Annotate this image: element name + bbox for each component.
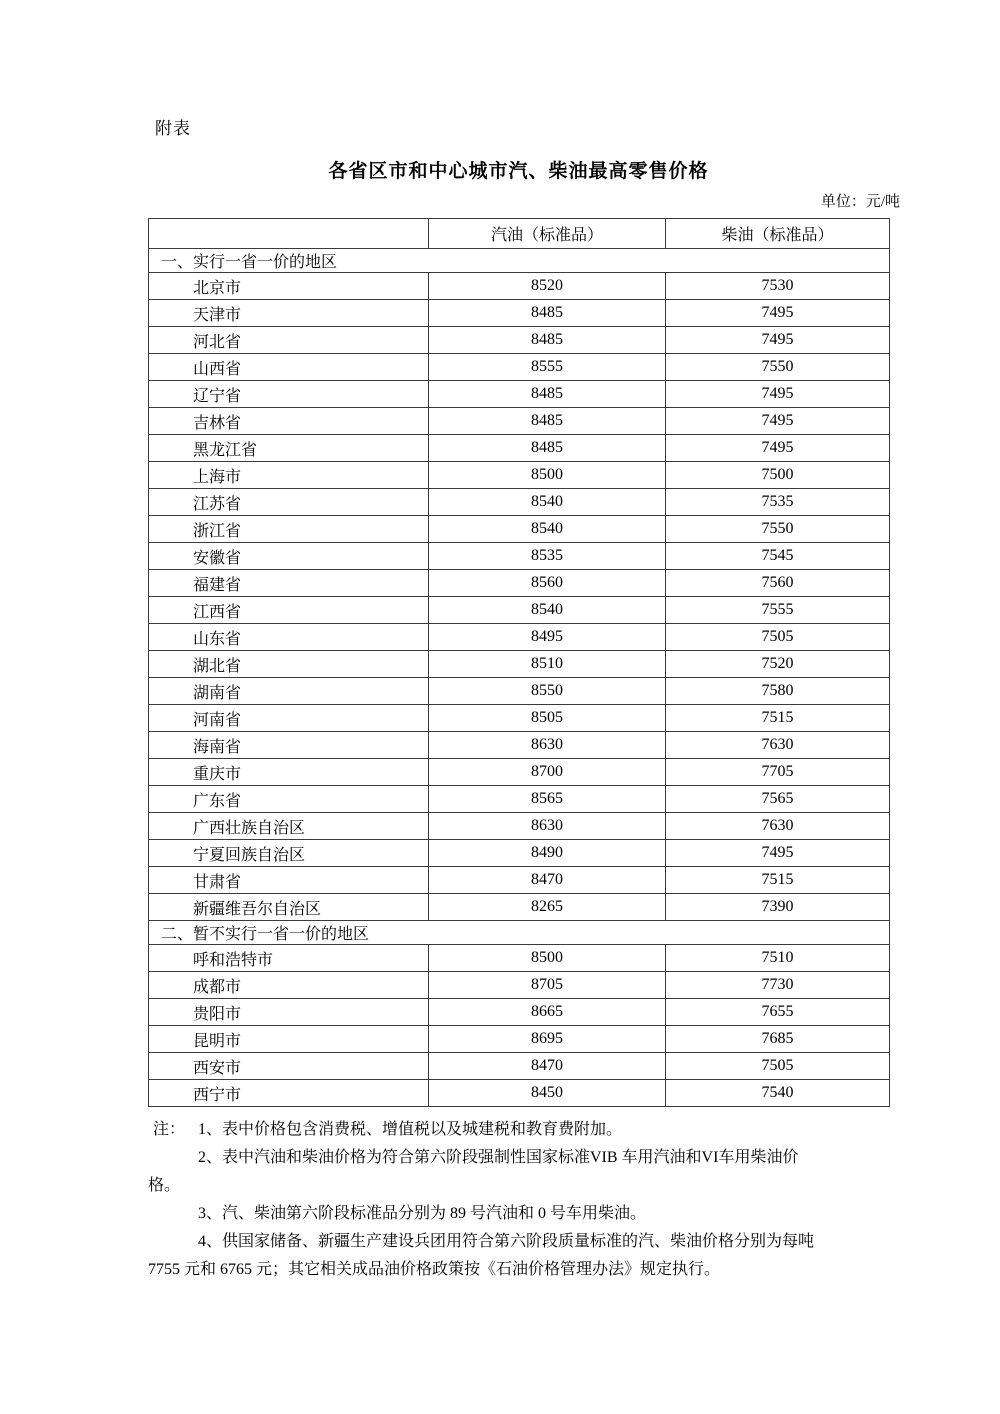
gasoline-price-cell: 8485 (429, 435, 666, 462)
region-cell: 贵阳市 (149, 999, 429, 1026)
table-row (149, 381, 890, 408)
region-cell: 河南省 (149, 705, 429, 732)
gasoline-price-cell: 8495 (429, 624, 666, 651)
table-row (149, 732, 890, 759)
diesel-price-cell: 7510 (666, 945, 890, 972)
region-cell: 福建省 (149, 570, 429, 597)
gasoline-price-cell: 8470 (429, 867, 666, 894)
table-row (149, 678, 890, 705)
section-header-row (149, 249, 890, 273)
region-cell: 上海市 (149, 462, 429, 489)
diesel-price-cell: 7545 (666, 543, 890, 570)
region-cell: 山西省 (149, 354, 429, 381)
diesel-price-cell: 7495 (666, 840, 890, 867)
region-cell: 呼和浩特市 (149, 945, 429, 972)
gasoline-price-cell: 8540 (429, 489, 666, 516)
diesel-price-cell: 7630 (666, 732, 890, 759)
region-cell: 重庆市 (149, 759, 429, 786)
note-line: 1、表中价格包含消费税、增值税以及城建税和教育费附加。 (198, 1121, 623, 1138)
diesel-price-cell: 7560 (666, 570, 890, 597)
diesel-column-header: 柴油（标准品） (666, 219, 890, 249)
diesel-price-cell: 7495 (666, 435, 890, 462)
table-row (149, 408, 890, 435)
note-line: 7755 元和 6765 元；其它相关成品油价格政策按《石油价格管理办法》规定执行。 (148, 1261, 721, 1278)
region-cell: 甘肃省 (149, 867, 429, 894)
table-row (149, 327, 890, 354)
gasoline-price-cell: 8490 (429, 840, 666, 867)
table-row (149, 462, 890, 489)
table-row (149, 786, 890, 813)
gasoline-price-cell: 8505 (429, 705, 666, 732)
gasoline-price-cell: 8450 (429, 1080, 666, 1107)
region-cell: 辽宁省 (149, 381, 429, 408)
notes-lines (148, 1116, 898, 1284)
gasoline-price-cell: 8485 (429, 300, 666, 327)
price-table-body (149, 249, 890, 1107)
table-row (149, 1026, 890, 1053)
region-column-header (149, 219, 429, 249)
notes-prefix-label: 注： (153, 1121, 186, 1138)
diesel-price-cell: 7515 (666, 705, 890, 732)
gasoline-price-cell: 8485 (429, 381, 666, 408)
region-cell: 湖北省 (149, 651, 429, 678)
gasoline-price-cell: 8700 (429, 759, 666, 786)
table-row (149, 624, 890, 651)
diesel-price-cell: 7550 (666, 516, 890, 543)
region-cell: 成都市 (149, 972, 429, 999)
gasoline-price-cell: 8535 (429, 543, 666, 570)
region-cell: 海南省 (149, 732, 429, 759)
note-line: 2、表中汽油和柴油价格为符合第六阶段强制性国家标准VIB 车用汽油和VI车用柴油价 (198, 1149, 799, 1166)
region-cell: 昆明市 (149, 1026, 429, 1053)
gasoline-price-cell: 8500 (429, 462, 666, 489)
table-row (149, 759, 890, 786)
diesel-price-cell: 7730 (666, 972, 890, 999)
gasoline-price-cell: 8520 (429, 273, 666, 300)
gasoline-price-cell: 8510 (429, 651, 666, 678)
table-row (149, 651, 890, 678)
table-row (149, 273, 890, 300)
note-line: 格。 (148, 1177, 181, 1194)
region-cell: 湖南省 (149, 678, 429, 705)
diesel-price-cell: 7495 (666, 408, 890, 435)
note-line: 4、供国家储备、新疆生产建设兵团用符合第六阶段质量标准的汽、柴油价格分别为每吨 (198, 1233, 815, 1250)
table-row (149, 705, 890, 732)
table-row (149, 516, 890, 543)
gasoline-price-cell: 8500 (429, 945, 666, 972)
table-row (149, 813, 890, 840)
diesel-price-cell: 7580 (666, 678, 890, 705)
region-cell: 浙江省 (149, 516, 429, 543)
diesel-price-cell: 7630 (666, 813, 890, 840)
region-cell: 天津市 (149, 300, 429, 327)
diesel-price-cell: 7685 (666, 1026, 890, 1053)
notes-section (148, 1116, 898, 1284)
region-cell: 广西壮族自治区 (149, 813, 429, 840)
table-row (149, 1080, 890, 1107)
region-cell: 广东省 (149, 786, 429, 813)
gasoline-price-cell: 8560 (429, 570, 666, 597)
table-row (149, 999, 890, 1026)
region-cell: 山东省 (149, 624, 429, 651)
table-row (149, 972, 890, 999)
region-cell: 新疆维吾尔自治区 (149, 894, 429, 921)
unit-label: 单位：元/吨 (820, 194, 900, 210)
table-header-row (149, 219, 890, 249)
diesel-price-cell: 7555 (666, 597, 890, 624)
diesel-price-cell: 7530 (666, 273, 890, 300)
region-cell: 河北省 (149, 327, 429, 354)
gasoline-price-cell: 8470 (429, 1053, 666, 1080)
region-cell: 西安市 (149, 1053, 429, 1080)
gasoline-price-cell: 8630 (429, 813, 666, 840)
diesel-price-cell: 7540 (666, 1080, 890, 1107)
region-cell: 安徽省 (149, 543, 429, 570)
gasoline-price-cell: 8485 (429, 327, 666, 354)
gasoline-price-cell: 8565 (429, 786, 666, 813)
table-row (149, 543, 890, 570)
price-table (148, 218, 890, 1107)
gasoline-price-cell: 8705 (429, 972, 666, 999)
diesel-price-cell: 7550 (666, 354, 890, 381)
region-cell: 江苏省 (149, 489, 429, 516)
table-row (149, 894, 890, 921)
table-row (149, 570, 890, 597)
gasoline-price-cell: 8695 (429, 1026, 666, 1053)
gasoline-column-header: 汽油（标准品） (429, 219, 666, 249)
gasoline-price-cell: 8540 (429, 597, 666, 624)
diesel-price-cell: 7390 (666, 894, 890, 921)
diesel-price-cell: 7495 (666, 300, 890, 327)
diesel-price-cell: 7520 (666, 651, 890, 678)
gasoline-price-cell: 8540 (429, 516, 666, 543)
table-row (149, 1053, 890, 1080)
region-cell: 吉林省 (149, 408, 429, 435)
section-header-row (149, 921, 890, 945)
region-cell: 宁夏回族自治区 (149, 840, 429, 867)
table-row (149, 354, 890, 381)
table-row (149, 489, 890, 516)
diesel-price-cell: 7505 (666, 1053, 890, 1080)
diesel-price-cell: 7495 (666, 381, 890, 408)
gasoline-price-cell: 8485 (429, 408, 666, 435)
diesel-price-cell: 7500 (666, 462, 890, 489)
note-line: 3、汽、柴油第六阶段标准品分别为 89 号汽油和 0 号车用柴油。 (198, 1205, 647, 1222)
diesel-price-cell: 7535 (666, 489, 890, 516)
table-row (149, 867, 890, 894)
region-cell: 黑龙江省 (149, 435, 429, 462)
table-row (149, 597, 890, 624)
diesel-price-cell: 7655 (666, 999, 890, 1026)
section-label: 二、暂不实行一省一价的地区 (149, 921, 890, 945)
gasoline-price-cell: 8630 (429, 732, 666, 759)
section-label: 一、实行一省一价的地区 (149, 249, 890, 273)
table-row (149, 435, 890, 462)
appendix-label: 附表 (155, 119, 191, 138)
page-title: 各省区市和中心城市汽、柴油最高零售价格 (328, 161, 709, 182)
region-cell: 西宁市 (149, 1080, 429, 1107)
gasoline-price-cell: 8555 (429, 354, 666, 381)
table-row (149, 840, 890, 867)
region-cell: 北京市 (149, 273, 429, 300)
table-row (149, 300, 890, 327)
table-row (149, 945, 890, 972)
diesel-price-cell: 7565 (666, 786, 890, 813)
region-cell: 江西省 (149, 597, 429, 624)
diesel-price-cell: 7495 (666, 327, 890, 354)
gasoline-price-cell: 8265 (429, 894, 666, 921)
gasoline-price-cell: 8665 (429, 999, 666, 1026)
diesel-price-cell: 7505 (666, 624, 890, 651)
gasoline-price-cell: 8550 (429, 678, 666, 705)
diesel-price-cell: 7515 (666, 867, 890, 894)
diesel-price-cell: 7705 (666, 759, 890, 786)
